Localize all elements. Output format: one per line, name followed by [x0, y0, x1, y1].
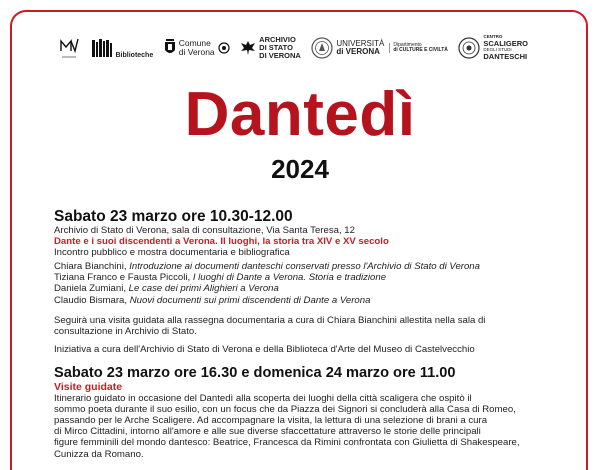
university-seal-icon: [311, 37, 333, 59]
event1-initiative: Iniziativa a cura dell'Archivio di Stato di Verona e della Biblioteca d'Arte del Museo di Castelvecchio: [54, 343, 475, 355]
centro-line4: DANTESCHI: [483, 51, 528, 61]
event2-desc-line2: sommo poeta durante il suo esilio, con un focus che da Piazza dei Signori si concluderà alla Casa di Romeo,: [54, 404, 516, 416]
event2-desc-line5: figure femminili del mondo dantesco: Beatrice, Francesca da Rimini confrontata con Giulietta di Shakespeare,: [54, 437, 520, 449]
logo-archivio: [240, 36, 301, 60]
universita-line1: UNIVERSITÀ: [336, 38, 385, 48]
archivio-line2: DI STATO: [259, 43, 293, 53]
event1-type: Incontro pubblico e mostra documentaria e bibliografica: [54, 247, 290, 259]
archivio-line1: ARCHIVIO: [259, 35, 296, 45]
books-icon: [91, 37, 113, 59]
event2-desc-line1: Itinerario guidato in occasione del Dantedì alla scoperta dei luoghi della città scaligera che ospitò il: [54, 393, 472, 405]
biblioteche-label: Biblioteche: [115, 51, 154, 59]
event2-desc-line4: di Mirco Cittadini, intorno all'amore e alle sue diverse sfaccettature attraverso le storie delle principali: [54, 426, 481, 438]
speaker-2: [54, 272, 554, 283]
speaker-3-title: Le case dei primi Alighieri a Verona: [128, 283, 279, 295]
event2-subtitle: Visite guidate: [54, 380, 123, 393]
centro-line3: DEGLI STUDI: [483, 47, 512, 52]
logo-universita: [311, 37, 448, 59]
dipartimento-line1: Dipartimento: [393, 41, 422, 48]
speaker-4: [54, 295, 554, 306]
speaker-3-name: Daniela Zumiani,: [54, 283, 129, 295]
centro-line2: SCALIGERO: [483, 39, 528, 49]
cityseal-icon: [218, 42, 230, 54]
centro-line1: CENTRO: [483, 34, 503, 40]
event1-venue: Archivio di Stato di Verona, sala di consultazione, Via Santa Teresa, 12: [54, 225, 355, 236]
event1-heading: Sabato 23 marzo ore 10.30-12.00: [54, 208, 293, 225]
speaker-4-title: Nuovi documenti sui primi discendenti di Dante a Verona: [129, 294, 371, 306]
speaker-4-name: Claudio Bismara,: [54, 294, 130, 306]
program-content: [54, 208, 554, 460]
comune-line2: di Verona: [178, 47, 215, 57]
archivio-line3: DI VERONA: [259, 50, 301, 60]
crest-icon: [164, 39, 176, 57]
page-year: 2024: [271, 154, 329, 184]
dipartimento-line2: di CULTURE E CIVILTÀ: [393, 47, 448, 53]
logo-biblioteche: [91, 37, 154, 59]
speaker-1-name: Chiara Bianchini,: [54, 261, 130, 273]
event1-visit-line2: consultazione in Archivio di Stato.: [54, 325, 197, 337]
event1-visit-line1: Seguirà una visita guidata alla rassegna documentaria a cura di Chiara Bianchini allestita nella sala di: [54, 314, 486, 326]
event1-subtitle: Dante e i suoi discendenti a Verona. Il luoghi, la storia tra XIV e XV secolo: [54, 236, 389, 248]
eagle-icon: [240, 39, 256, 57]
comune-line1: Comune: [178, 38, 211, 49]
logo-centro-scaligero: [458, 35, 528, 60]
logo-bar: [58, 32, 528, 64]
speaker-2-name: Tiziana Franco e Fausta Piccoli,: [54, 272, 193, 284]
centro-seal-icon: [458, 37, 480, 59]
speaker-1: [54, 261, 554, 272]
event2-desc-line3: passando per le Arche Scaligere. Ad accompagnare la visita, la lettura di una selezione di brani a cura: [54, 415, 488, 427]
speaker-2-title: I luoghi di Dante a Verona. Storia e tradizione: [192, 272, 387, 284]
universita-line2: di VERONA: [336, 47, 380, 56]
mv-logo-icon: [58, 35, 80, 61]
logo-comune: [164, 39, 230, 57]
event2-heading: Sabato 23 marzo ore 16.30 e domenica 24 marzo ore 11.00: [54, 364, 456, 381]
logo-mv: [58, 35, 80, 61]
event2-desc-line6: Cunizza da Romano.: [54, 448, 144, 460]
page-title: Dantedì: [184, 80, 416, 149]
speaker-1-title: Introduzione ai documenti danteschi conservati presso l'Archivio di Stato di Verona: [129, 261, 480, 273]
speaker-3: [54, 283, 554, 294]
